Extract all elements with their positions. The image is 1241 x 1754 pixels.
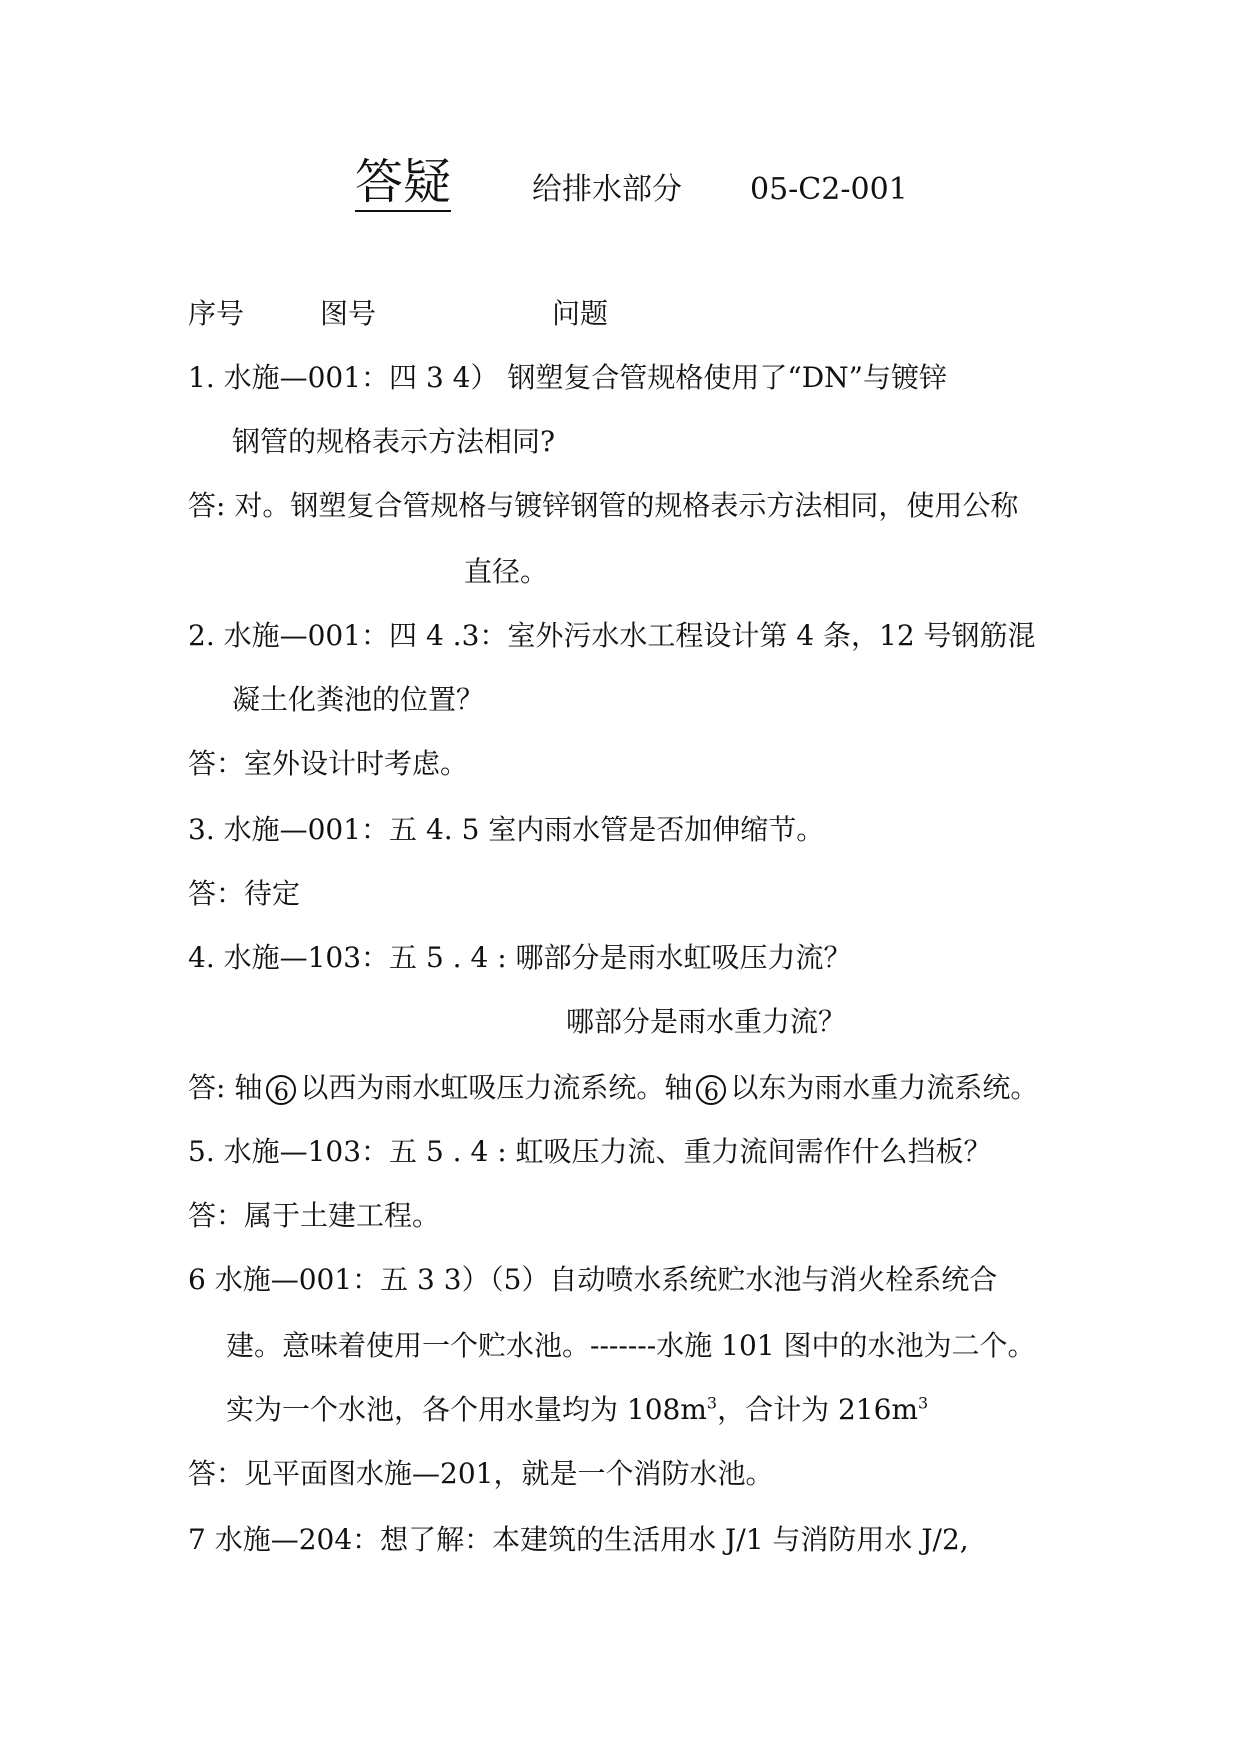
question-2-line-1: 2. 水施—001：四 4 .3：室外污水水工程设计第 4 条，12 号钢筋混 bbox=[188, 619, 1036, 652]
cubic-superscript-1: 3 bbox=[706, 1393, 718, 1413]
column-header-question: 问题 bbox=[552, 297, 609, 330]
axis-marker-6-west: 6 bbox=[266, 1075, 296, 1105]
question-6-line-3-part-2: ，合计为 216m bbox=[717, 1393, 918, 1426]
answer-4-part-2: 以西为雨水虹吸压力流系统。轴 bbox=[300, 1071, 693, 1104]
axis-marker-6-east: 6 bbox=[696, 1075, 726, 1105]
document-subtitle: 给排水部分 bbox=[532, 172, 682, 207]
cubic-superscript-2: 3 bbox=[918, 1393, 929, 1413]
question-1-line-2: 钢管的规格表示方法相同? bbox=[232, 425, 556, 458]
question-6-line-3-part-1: 实为一个水池，各个用水量均为 108m bbox=[226, 1393, 707, 1426]
answer-2: 答：室外设计时考虑。 bbox=[188, 747, 469, 780]
question-2-line-2: 凝土化粪池的位置？ bbox=[232, 683, 485, 716]
answer-5: 答：属于土建工程。 bbox=[188, 1199, 441, 1232]
document-code: 05-C2-001 bbox=[750, 172, 908, 207]
column-header-seq: 序号 bbox=[188, 297, 245, 330]
answer-4 bbox=[188, 1070, 1038, 1106]
question-6-line-3 bbox=[226, 1392, 928, 1428]
question-3: 3. 水施—001：五 4. 5 室内雨水管是否加伸缩节。 bbox=[188, 813, 825, 846]
question-4-line-1: 4. 水施—103：五 5 . 4 : 哪部分是雨水虹吸压力流？ bbox=[188, 941, 852, 974]
question-5: 5. 水施—103：五 5 . 4 : 虹吸压力流、重力流间需作什么挡板？ bbox=[188, 1135, 992, 1168]
question-7: 7 水施—204：想了解：本建筑的生活用水 J/1 与消防用水 J/2, bbox=[188, 1523, 969, 1556]
answer-4-part-1: 答: 轴 bbox=[188, 1071, 263, 1104]
answer-4-part-3: 以东为雨水重力流系统。 bbox=[730, 1071, 1039, 1104]
question-6-line-1: 6 水施—001：五 3 3）（5）自动喷水系统贮水池与消火栓系统合 bbox=[188, 1263, 998, 1296]
column-header-drawing: 图号 bbox=[320, 297, 377, 330]
answer-6: 答：见平面图水施—201，就是一个消防水池。 bbox=[188, 1457, 774, 1490]
question-4-line-2: 哪部分是雨水重力流？ bbox=[566, 1005, 847, 1038]
document-title: 答疑 bbox=[355, 154, 452, 210]
answer-1-line-2: 直径。 bbox=[464, 555, 549, 588]
question-6-line-2: 建。意味着使用一个贮水池。-------水施 101 图中的水池为二个。 bbox=[226, 1329, 1036, 1362]
answer-1-line-1: 答: 对。钢塑复合管规格与镀锌钢管的规格表示方法相同，使用公称 bbox=[188, 489, 1019, 522]
answer-3: 答：待定 bbox=[188, 877, 301, 910]
question-1-line-1: 1. 水施—001：四 3 4） 钢塑复合管规格使用了“DN”与镀锌 bbox=[188, 361, 947, 394]
